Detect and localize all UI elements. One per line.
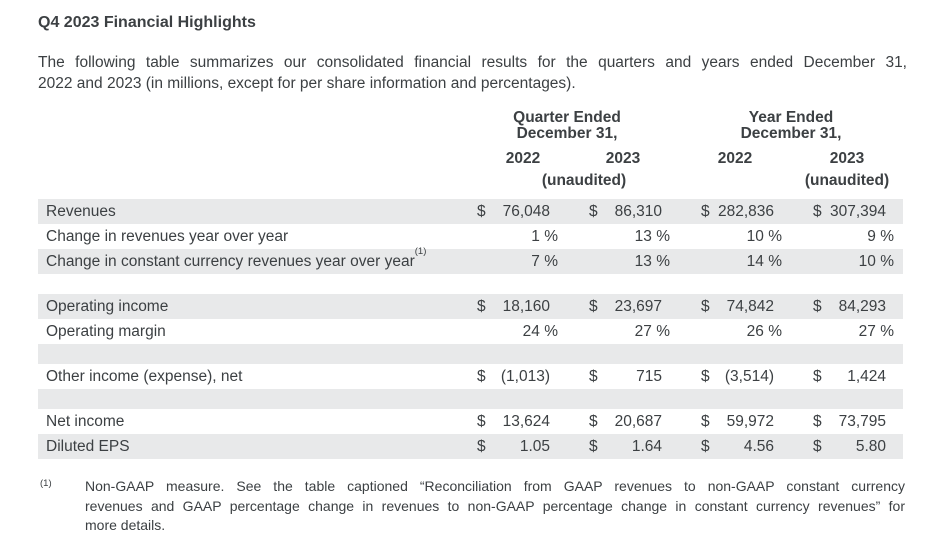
value-cell: 1 % <box>531 227 558 245</box>
value: 59,972 <box>726 412 774 430</box>
value: 20,687 <box>614 412 662 430</box>
value-cell: 27 % <box>634 322 670 340</box>
value-cell <box>455 203 567 221</box>
col-header-quarter-2022: 2022 <box>505 150 541 167</box>
page-title: Q4 2023 Financial Highlights <box>38 14 256 31</box>
intro-paragraph <box>38 52 907 94</box>
currency-symbol: $ <box>701 412 710 430</box>
currency-symbol: $ <box>589 297 598 315</box>
value-cell <box>455 298 567 316</box>
value-cell <box>679 368 791 386</box>
table-row-diluted-eps <box>38 434 903 459</box>
intro-line-2: 2022 and 2023 (in millions, except for per share information and percentages). <box>38 75 576 92</box>
value-cell <box>567 203 679 221</box>
value-cell <box>791 368 903 386</box>
currency-symbol: $ <box>813 412 822 430</box>
currency-symbol: $ <box>477 297 486 315</box>
value: 4.56 <box>743 437 774 455</box>
currency-symbol: $ <box>813 437 822 455</box>
table-row-other-income <box>38 364 903 389</box>
row-label: Other income (expense), net <box>46 367 243 385</box>
value: 76,048 <box>502 202 550 220</box>
row-label: Change in revenues year over year <box>46 227 289 245</box>
value: (3,514) <box>724 367 774 385</box>
value: (1,013) <box>500 367 550 385</box>
currency-symbol: $ <box>477 412 486 430</box>
value: 1.64 <box>631 437 662 455</box>
value: 5.80 <box>855 437 886 455</box>
value-cell: 13 % <box>634 227 670 245</box>
year-unaudited-label: (unaudited) <box>804 172 890 189</box>
row-label <box>38 246 455 271</box>
currency-symbol: $ <box>701 367 710 385</box>
value: 1.05 <box>519 437 550 455</box>
footnote-line-2: revenues and GAAP percentage change in revenues to non-GAAP percentage change in constant currency revenues” for <box>85 497 905 514</box>
value-cell <box>567 368 679 386</box>
value-cell: 27 % <box>858 322 894 340</box>
currency-symbol: $ <box>589 437 598 455</box>
value-cell: 9 % <box>867 227 894 245</box>
value-cell: 10 % <box>858 252 894 270</box>
currency-symbol: $ <box>589 367 598 385</box>
footnote <box>38 477 905 536</box>
value: 23,697 <box>614 297 662 315</box>
row-label: Diluted EPS <box>46 437 130 455</box>
table-row-operating-income <box>38 294 903 319</box>
table-unaudited-row <box>38 173 903 189</box>
spacer-row <box>38 344 903 364</box>
currency-symbol: $ <box>477 202 486 220</box>
table-row-operating-margin <box>38 319 903 344</box>
currency-symbol: $ <box>701 297 710 315</box>
row-label: Operating margin <box>46 322 166 340</box>
value-cell <box>455 438 567 456</box>
value-cell <box>791 438 903 456</box>
footnote-line-1: Non-GAAP measure. See the table captioned “Reconciliation from GAAP revenues to non-GAAP constant currency <box>85 478 905 494</box>
footnote-line-3: more details. <box>85 517 166 533</box>
value-cell: 14 % <box>746 252 782 270</box>
year-ended-line2: December 31, <box>740 125 842 142</box>
col-header-quarter-2023: 2023 <box>605 150 641 167</box>
value-cell: 7 % <box>531 252 558 270</box>
table-row-net-income <box>38 409 903 434</box>
value-cell: 13 % <box>634 252 670 270</box>
currency-symbol: $ <box>701 437 710 455</box>
value-cell <box>679 413 791 431</box>
value: 13,624 <box>502 412 550 430</box>
intro-line-1: The following table summarizes our consolidated financial results for the quarters and years ended December 31, <box>38 54 907 71</box>
value-cell <box>679 298 791 316</box>
value-cell <box>791 203 903 221</box>
table-body <box>38 199 903 459</box>
currency-symbol: $ <box>813 367 822 385</box>
spacer-row <box>38 274 903 294</box>
table-year-header-row <box>38 151 903 167</box>
currency-symbol: $ <box>477 437 486 455</box>
col-header-year-2023: 2023 <box>829 150 865 167</box>
financial-results-table <box>38 110 903 459</box>
value-cell <box>679 203 791 221</box>
table-row-change-constant-currency <box>38 246 903 274</box>
footnote-marker: (1) <box>40 478 52 489</box>
row-label: Operating income <box>46 297 169 315</box>
quarter-ended-line2: December 31, <box>516 125 618 142</box>
table-row-change-in-revenues <box>38 224 903 249</box>
currency-symbol: $ <box>589 202 598 220</box>
value: 74,842 <box>726 297 774 315</box>
value: 282,836 <box>717 202 774 220</box>
row-label: Revenues <box>46 202 116 220</box>
value-cell <box>567 298 679 316</box>
value: 73,795 <box>838 412 886 430</box>
value: 86,310 <box>614 202 662 220</box>
value-cell <box>567 438 679 456</box>
currency-symbol: $ <box>589 412 598 430</box>
year-ended-line1: Year Ended <box>748 109 834 126</box>
quarter-unaudited-label: (unaudited) <box>541 172 627 189</box>
value-cell: 26 % <box>746 322 782 340</box>
value: 18,160 <box>502 297 550 315</box>
value-cell <box>567 413 679 431</box>
value-cell: 10 % <box>746 227 782 245</box>
value-cell <box>455 368 567 386</box>
footnote-reference: (1) <box>414 246 427 258</box>
value: 715 <box>636 367 662 385</box>
value-cell <box>455 413 567 431</box>
value: 84,293 <box>838 297 886 315</box>
currency-symbol: $ <box>477 367 486 385</box>
year-ended-header <box>679 110 903 142</box>
row-label: Net income <box>46 412 125 430</box>
spacer-row <box>38 389 903 409</box>
currency-symbol: $ <box>813 297 822 315</box>
col-header-year-2022: 2022 <box>717 150 753 167</box>
value-cell <box>679 438 791 456</box>
quarter-ended-line1: Quarter Ended <box>513 109 621 126</box>
currency-symbol: $ <box>701 202 710 220</box>
value: 1,424 <box>847 367 886 385</box>
currency-symbol: $ <box>813 202 822 220</box>
value-cell: 24 % <box>522 322 558 340</box>
value-cell <box>791 298 903 316</box>
table-group-header-row <box>38 110 903 142</box>
value-cell <box>791 413 903 431</box>
row-label-text: Change in constant currency revenues year over year <box>46 252 415 270</box>
table-row-revenues <box>38 199 903 224</box>
value: 307,394 <box>829 202 886 220</box>
quarter-ended-header <box>455 110 679 142</box>
